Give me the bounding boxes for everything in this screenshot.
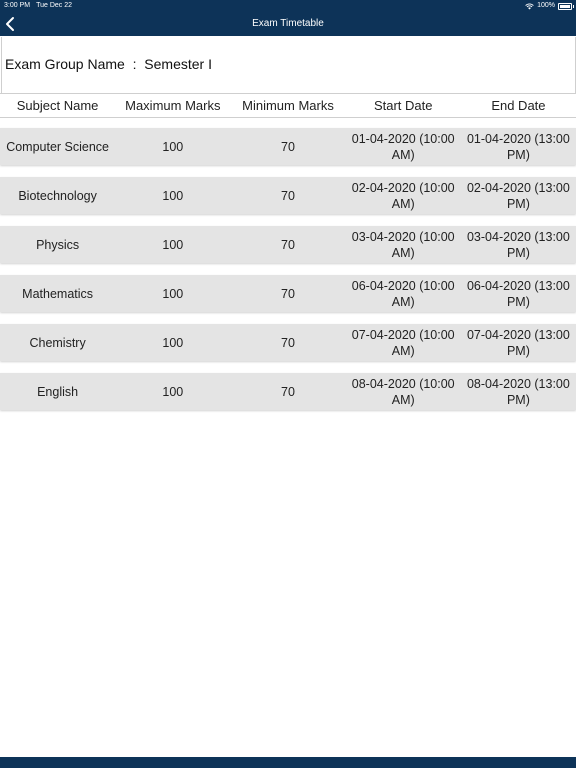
footer-bar xyxy=(0,757,576,768)
header-minimum-marks: Minimum Marks xyxy=(242,98,334,113)
timetable-rows xyxy=(0,128,576,422)
max-marks-cell: 100 xyxy=(162,237,184,252)
min-marks-cell: 70 xyxy=(281,384,295,399)
min-marks-cell: 70 xyxy=(281,335,295,350)
end-date-cell: 01-04-2020 (13:00 PM) xyxy=(466,131,570,162)
table-row[interactable] xyxy=(0,226,576,263)
end-date-cell: 03-04-2020 (13:00 PM) xyxy=(466,229,570,260)
table-row[interactable] xyxy=(0,275,576,312)
header-maximum-marks: Maximum Marks xyxy=(125,98,221,113)
subject-cell: Biotechnology xyxy=(18,188,97,203)
min-marks-cell: 70 xyxy=(281,139,295,154)
start-date-cell: 03-04-2020 (10:00 AM) xyxy=(351,229,455,260)
status-left xyxy=(4,0,78,12)
exam-group-row xyxy=(1,37,576,93)
subject-cell: English xyxy=(37,384,79,399)
wifi-icon xyxy=(525,3,534,10)
status-time: 3:00 PM xyxy=(4,2,31,9)
navigation-bar xyxy=(0,12,576,36)
max-marks-cell: 100 xyxy=(162,384,184,399)
max-marks-cell: 100 xyxy=(162,188,184,203)
min-marks-cell: 70 xyxy=(281,237,295,252)
page-title: Exam Timetable xyxy=(252,18,324,29)
start-date-cell: 07-04-2020 (10:00 AM) xyxy=(351,327,455,358)
status-bar xyxy=(0,0,576,12)
start-date-cell: 06-04-2020 (10:00 AM) xyxy=(351,278,455,309)
header-start-date: Start Date xyxy=(373,98,433,113)
start-date-cell: 01-04-2020 (10:00 AM) xyxy=(351,131,455,162)
exam-group-separator: : xyxy=(132,56,137,72)
status-date: Tue Dec 22 xyxy=(36,2,73,9)
header-subject-name: Subject Name xyxy=(16,98,99,113)
end-date-cell: 02-04-2020 (13:00 PM) xyxy=(466,180,570,211)
header-end-date: End Date xyxy=(491,98,546,113)
end-date-cell: 08-04-2020 (13:00 PM) xyxy=(466,376,570,407)
max-marks-cell: 100 xyxy=(162,286,184,301)
subject-cell: Computer Science xyxy=(6,139,110,154)
max-marks-cell: 100 xyxy=(162,335,184,350)
end-date-cell: 06-04-2020 (13:00 PM) xyxy=(466,278,570,309)
subject-cell: Chemistry xyxy=(29,335,86,350)
exam-group-value: Semester I xyxy=(144,56,212,72)
min-marks-cell: 70 xyxy=(281,286,295,301)
start-date-cell: 02-04-2020 (10:00 AM) xyxy=(351,180,455,211)
end-date-cell: 07-04-2020 (13:00 PM) xyxy=(466,327,570,358)
subject-cell: Mathematics xyxy=(22,286,94,301)
start-date-cell: 08-04-2020 (10:00 AM) xyxy=(351,376,455,407)
table-header xyxy=(0,93,576,118)
subject-cell: Physics xyxy=(36,237,80,252)
table-row[interactable] xyxy=(0,373,576,410)
status-right xyxy=(525,0,572,12)
table-row[interactable] xyxy=(0,177,576,214)
exam-group-text xyxy=(5,56,212,72)
table-row[interactable] xyxy=(0,128,576,165)
battery-icon xyxy=(558,3,572,10)
min-marks-cell: 70 xyxy=(281,188,295,203)
max-marks-cell: 100 xyxy=(162,139,184,154)
battery-percent: 100% xyxy=(537,2,555,9)
exam-group-label: Exam Group Name xyxy=(5,56,125,72)
table-row[interactable] xyxy=(0,324,576,361)
